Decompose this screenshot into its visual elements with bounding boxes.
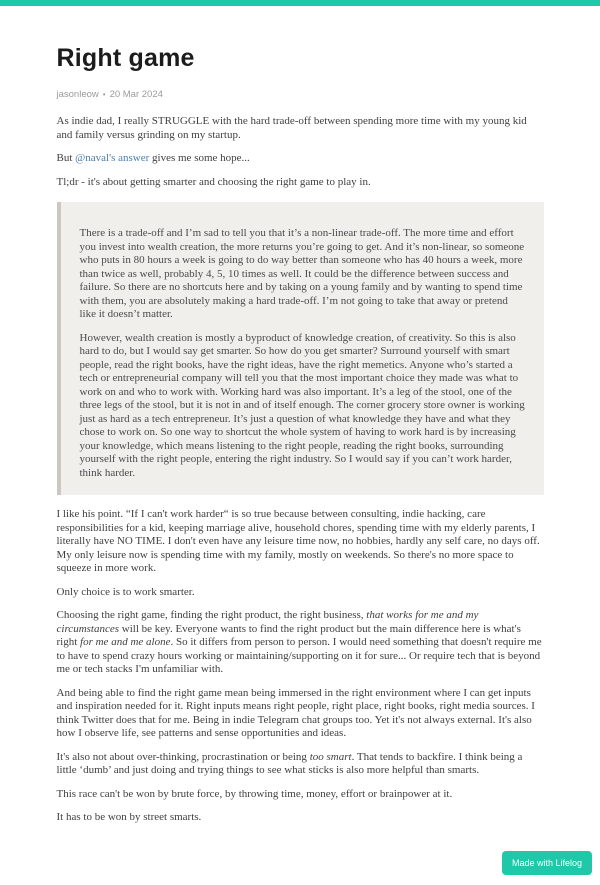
paragraph: I like his point. “If I can't work harder“ is so true because between consulting, indie hacking, care responsibilities for a kid, keeping marriage alive, household chores, spending time with my elderly parents, I literally have NO TIME. I don't even have any leisure time now, no hobbies, hardly any self care, no days off. My only leisure now is spending time with my family, mostly on weekends. So there's no more space to squeeze in more work.	[56, 508, 540, 574]
paragraph: As indie dad, I really STRUGGLE with the hard trade-off between spending more time with my young kid and family versus grinding on my startup.	[56, 115, 527, 141]
quote-paragraph: However, wealth creation is mostly a byproduct of knowledge creation, of creativity. So this is also hard to do, but I would say get smarter. So how do you get smarter? Surround yourself with smart people, read the right books, have the right ideas, have the right memetics. Anyone who’s started a tech or entrepreneurial company will tell you that the most important choice they made was what to work on and who to work with. Working hard was also important. It’s a leg of the stool, one of the three legs of the stool, but it is not in and of itself enough. The corner grocery store owner is working just as hard as a tech entrepreneur. It’s just a question of what knowledge they have and what they chose to work on. So one way to shortcut the whole system of having to work hard is by increasing your knowledge, which means listening to the right people, reading the right books, surrounding yourself with the right people, entering the right industry. So I would say if you can’t work harder, think harder.	[79, 331, 525, 479]
post-date: 20 Mar 2024	[109, 89, 163, 100]
paragraph: But @naval's answer gives me some hope...	[56, 152, 250, 164]
paragraph: This race can't be won by brute force, by throwing time, money, effort or brainpower at it.	[56, 787, 453, 800]
quote-paragraph: There is a trade-off and I’m sad to tell you that it’s a non-linear trade-off. The more time and effort you invest into wealth creation, the more returns you’re going to get. And it’s non-linear, so someone who puts in 80 hours a week is going to do way better than someone who has 40 hours a week, more than twice as well, probably 4, 5, 10 times as well. It could be the difference between success and failure. So there are no shortcuts here and by taking on a young family and by wanting to spend time with them, you are absolutely making a hard trade-off. I’m not going to take that away or pretend like it doesn’t matter.	[79, 227, 525, 320]
inline-link[interactable]: @naval's answer	[75, 152, 150, 164]
article-body	[57, 115, 544, 825]
post-author[interactable]: jasonleow	[56, 89, 99, 100]
paragraph: It's also not about over-thinking, procrastination or being too smart. That tends to backfire. I think being a little ‘dumb’ and just doing and trying things to see what sticks is also more helpful than smarts.	[56, 750, 523, 776]
post-meta	[57, 89, 544, 100]
quote-block	[57, 202, 544, 495]
paragraph: Tl;dr - it's about getting smarter and choosing the right game to play in.	[56, 175, 371, 188]
emphasis-text: too smart	[309, 750, 352, 763]
made-with-lifelog-badge[interactable]: Made with Lifelog	[502, 851, 592, 875]
article	[57, 6, 544, 825]
paragraph: It has to be won by street smarts.	[56, 811, 202, 823]
emphasis-text: that works for me and my circumstances	[56, 609, 479, 635]
emphasis-text: for me and me alone	[80, 636, 171, 648]
page-title: Right game	[56, 44, 195, 72]
meta-separator: •	[102, 90, 106, 99]
paragraph: Choosing the right game, finding the right product, the right business, that works for me and my circumstances will be key. Everyone wants to find the right product but the main difference here is what's right for me and me alone. So it differs from person to person. I would need something that doesn't require me to have to spend crazy hours working or maintaining/supporting on it for sure... Or require tech that is beyond me or tech stacks I'm unfamiliar with.	[56, 609, 542, 675]
paragraph: Only choice is to work smarter.	[56, 585, 195, 598]
paragraph: And being able to find the right game mean being immersed in the right environment where I can get inputs and inspiration needed for it. Right inputs means right people, right place, right books, right media sources. I think Twitter does that for me. Being in indie Telegram chat groups too. Yet it's not always external. It's also how I observe life, see patterns and sense opportunities and ideas.	[56, 686, 535, 739]
